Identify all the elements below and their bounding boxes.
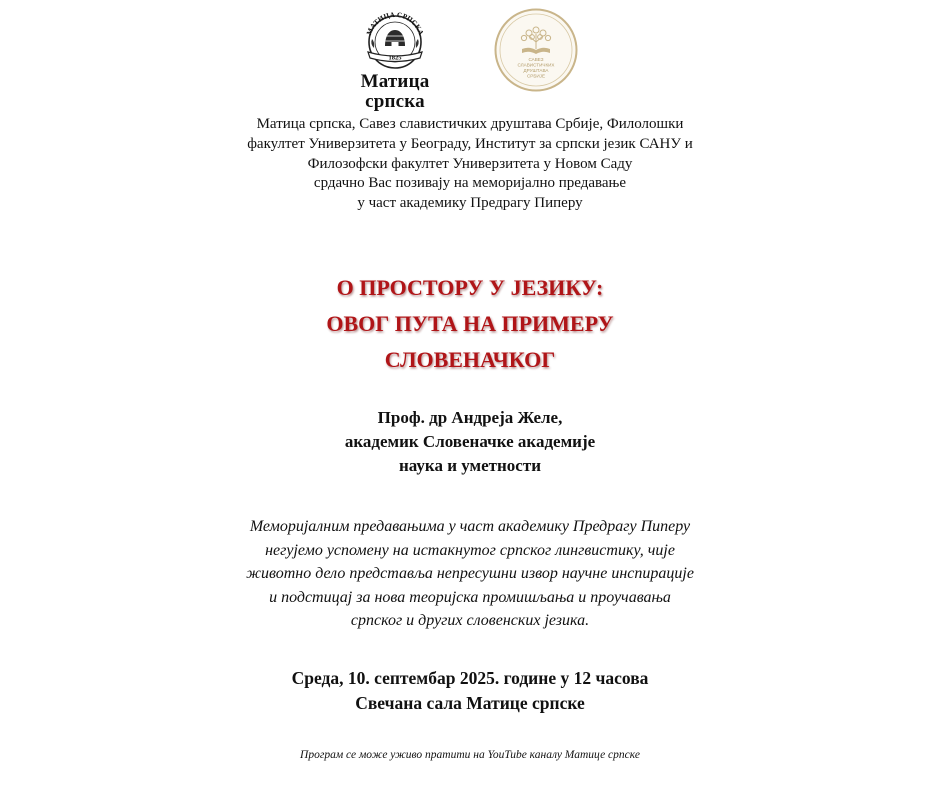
savez-slavistickih-logo [494, 8, 578, 92]
speaker-info [0, 406, 940, 478]
description-line: и подстицај за нова теоријска промишљања и проучавања [269, 588, 671, 606]
title-line: СЛОВЕНАЧКОГ [384, 347, 556, 372]
savez-emblem-icon [494, 8, 578, 92]
matica-srpska-logo-name: Матица српска [360, 71, 430, 112]
event-venue: Свечана сала Матице српске [355, 692, 585, 713]
savez-text-1: САВЕЗ [528, 57, 544, 62]
youtube-footnote: Програм се може уживо пратити на YouTube каналу Матице српске [300, 749, 640, 761]
title-line: ОВОГ ПУТА НА ПРИМЕРУ [326, 311, 614, 336]
description-line: животно дело представља непресушни извор научне инспирације [246, 565, 694, 582]
matica-srpska-logo [330, 8, 460, 112]
intro-line: факултет Универзитета у Београду, Институт за српски језик САНУ и [247, 135, 693, 152]
speaker-line: академик Словеначке академије [344, 432, 596, 451]
title-line: О ПРОСТОРУ У ЈЕЗИКУ: [336, 275, 604, 300]
description-line: негујемо успомену на истакнутог српског лингвистику, чије [265, 541, 675, 559]
event-details [0, 666, 940, 715]
savez-text-2: СЛАВИСТИЧКИХ [517, 62, 555, 68]
emblem-year: 1825 [388, 54, 402, 62]
intro-line: срдачно Вас позивају на меморијално предавање [313, 175, 627, 192]
event-datetime: Среда, 10. септембар 2025. године у 12 часова [291, 668, 649, 688]
description-line: српског и других словенских језика. [350, 612, 590, 629]
intro-line: Матица српска, Савез славистичких друштава Србије, Филолошки [256, 116, 684, 132]
intro-line: Филозофски факултет Универзитета у Новом Саду [307, 155, 633, 172]
savez-text-3: ДРУШТАВА [523, 68, 549, 73]
description-line: Меморијалним предавањима у част академику Предрагу Пиперу [249, 518, 691, 535]
speaker-line: наука и уметности [398, 456, 541, 475]
matica-srpska-emblem-icon [360, 8, 430, 70]
savez-text-4: СРБИЈЕ [526, 73, 546, 79]
emblem-arc-text: МАТИЦА СРПСКА [365, 10, 425, 37]
lecture-title [0, 270, 940, 378]
speaker-line: Проф. др Андреја Желе, [377, 408, 563, 427]
lecture-description [0, 515, 940, 633]
intro-paragraph [0, 115, 940, 214]
intro-line: у част академику Предрагу Пиперу [357, 195, 583, 212]
